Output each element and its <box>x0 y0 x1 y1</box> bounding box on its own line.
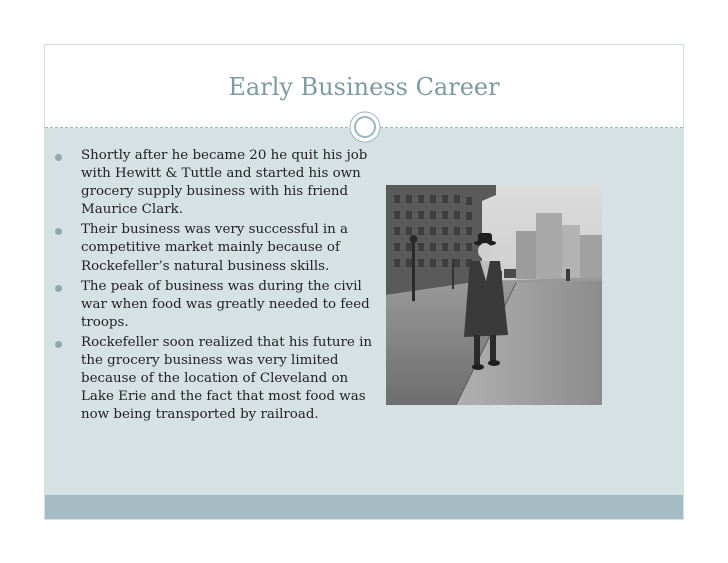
bullet-dot-icon <box>55 341 62 348</box>
bullet-list <box>55 147 375 426</box>
bullet-text: Rockefeller soon realized that his future in the grocery business was very limited because of the location of Cleveland on Lake Erie and the fact that most food was now being transported by railroad. <box>81 334 373 423</box>
bullet-text: Shortly after he became 20 he quit his job with Hewitt & Tuttle and started his own grocery supply business with his friend Maurice Clark. <box>81 148 368 218</box>
slide <box>44 44 684 520</box>
bullet-dot-icon <box>55 285 62 292</box>
bullet-dot-icon <box>55 154 62 161</box>
bottom-bar <box>45 495 683 519</box>
slide-title: Early Business Career <box>228 73 500 101</box>
street-photo <box>386 185 602 405</box>
bullet-text: The peak of business was during the civil war when food was greatly needed to feed troops. <box>81 278 370 330</box>
bullet-item <box>55 221 375 275</box>
bullet-item <box>55 334 375 424</box>
bullet-text: Their business was very successful in a competitive market mainly because of Rockefeller’s natural business skills. <box>81 222 349 274</box>
bullet-dot-icon <box>55 228 62 235</box>
bullet-item <box>55 147 375 219</box>
circle-ornament-icon <box>349 111 381 143</box>
bullet-item <box>55 278 375 332</box>
